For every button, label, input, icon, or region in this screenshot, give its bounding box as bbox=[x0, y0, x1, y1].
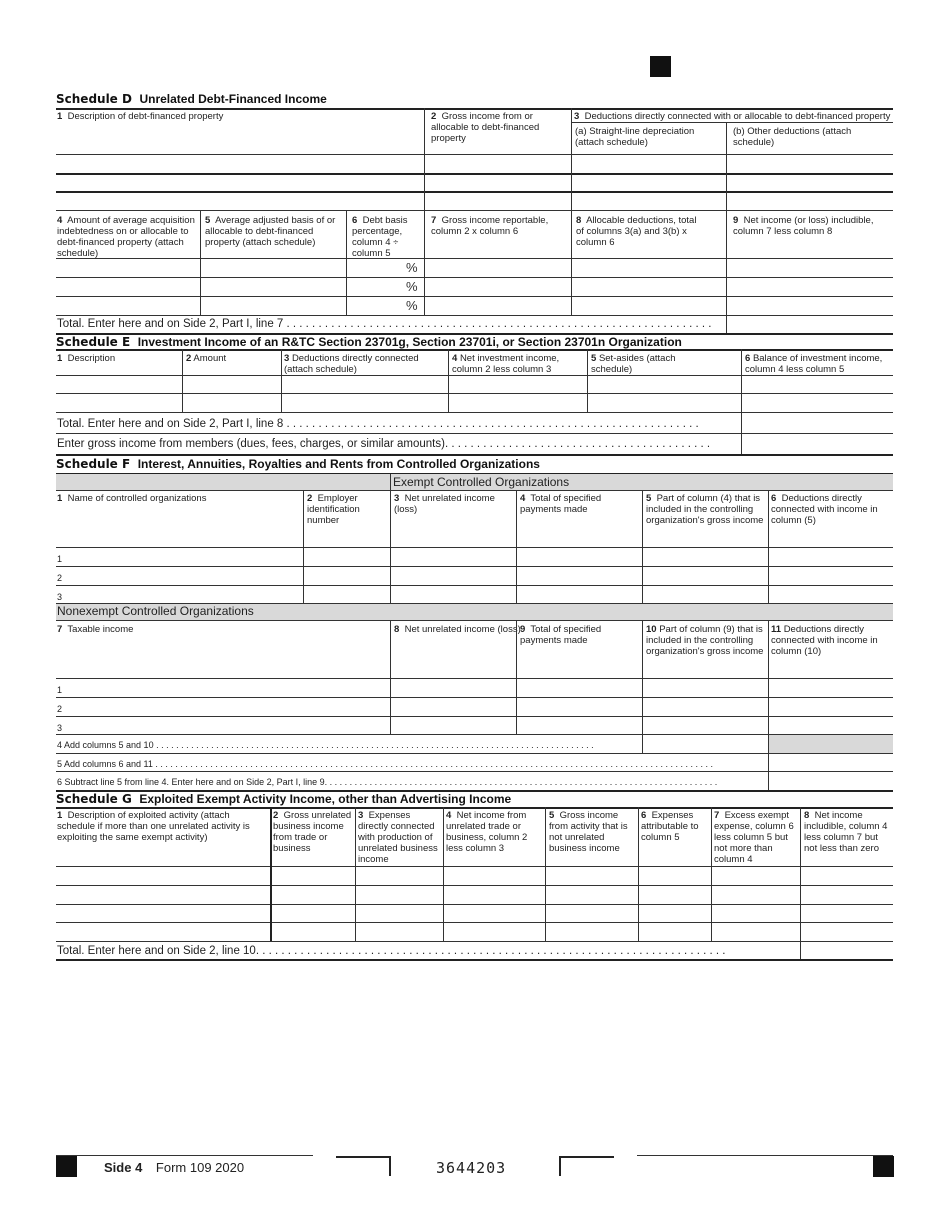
e-col2-label: Amount bbox=[193, 353, 227, 364]
schedule-d-heading bbox=[56, 92, 327, 106]
schedule-f-col2-header: 2 Employer identification number bbox=[307, 493, 360, 526]
col9-label: Net income (or loss) includible, column 7 less column 8 bbox=[733, 215, 874, 237]
e-col3-label: Deductions directly connected (attach schedule) bbox=[284, 353, 419, 375]
schedule-f-col9-header: 9 Total of specified payments made bbox=[520, 624, 602, 646]
f-line6: 6 Subtract line 5 from line 4. Enter here and on Side 2, Part I, line 9. . . . . . . . . . . . . . . . . . . . . . . . . . . . . . . . . . . . . . . . . . . . . . . . . . . . . . . . . . . . . . . . . . . . . . . . . . . . . . . bbox=[57, 777, 718, 787]
schedule-f-col4-header: 4 Total of specified payments made bbox=[520, 493, 602, 515]
schedule-d-title: Schedule D bbox=[56, 92, 132, 106]
schedule-d-col7-header: 7 Gross income reportable, column 2 x column 6 bbox=[431, 215, 549, 237]
registration-mark-bottom-left bbox=[56, 1156, 77, 1177]
f-nonexempt-row-2: 2 bbox=[57, 704, 63, 714]
schedule-d-total-line: Total. Enter here and on Side 2, Part I, line 7 . . . . . . . . . . . . . . . . . . . . . . . . . . . . . . . . . . . . . . . . . . . . . . . . . . . . . . . . . . . . . . . . . . . bbox=[57, 318, 712, 330]
f-col8-label: Net unrelated income (loss) bbox=[404, 624, 521, 635]
footer-barcode-number: 3644203 bbox=[436, 1159, 507, 1177]
schedule-e-total-line: Total. Enter here and on Side 2, Part I, line 8 . . . . . . . . . . . . . . . . . . . . . . . . . . . . . . . . . . . . . . . . . . . . . . . . . . . . . . . . . . . . . . . . . bbox=[57, 418, 699, 430]
schedule-f-col8-header: 8 Net unrelated income (loss) bbox=[394, 624, 521, 635]
schedule-f-subtitle: Interest, Annuities, Royalties and Rents from Controlled Organizations bbox=[137, 457, 540, 471]
f-col3-label: Net unrelated income (loss) bbox=[394, 493, 495, 515]
schedule-g-col4-header: 4 Net income from unrelated trade or business, column 2 less column 3 bbox=[446, 810, 528, 854]
footer-side-label bbox=[104, 1160, 244, 1175]
schedule-g-total-line: Total. Enter here and on Side 2, line 10. . . . . . . . . . . . . . . . . . . . . . . . . . . . . . . . . . . . . . . . . . . . . . . . . . . . . . . . . . . . . . . . . . . . . . . . . . bbox=[57, 945, 726, 957]
schedule-g-title: Schedule G bbox=[56, 792, 132, 806]
e-col5-label: Set-asides (attach schedule) bbox=[591, 353, 676, 375]
f-col9-label: Total of specified payments made bbox=[520, 624, 602, 646]
schedule-e-title: Schedule E bbox=[56, 335, 131, 349]
f-col10-label: Part of column (9) that is included in the controlling organization's gross income bbox=[646, 624, 764, 657]
f-col6-label: Deductions directly connected with income in column (5) bbox=[771, 493, 878, 526]
schedule-e-col6-header: 6 Balance of investment income, column 4 less column 5 bbox=[745, 353, 883, 375]
schedule-f-col6-header: 6 Deductions directly connected with income in column (5) bbox=[771, 493, 878, 526]
schedule-d-col9-header: 9 Net income (or loss) includible, column 7 less column 8 bbox=[733, 215, 874, 237]
schedule-g-heading bbox=[56, 792, 511, 806]
f-exempt-row-3: 3 bbox=[57, 592, 63, 602]
f-col5-label: Part of column (4) that is included in the controlling organization's gross income bbox=[646, 493, 764, 526]
schedule-e-col4-header: 4 Net investment income, column 2 less column 3 bbox=[452, 353, 560, 375]
col8-label: Allocable deductions, total of columns 3(a) and 3(b) x column 6 bbox=[576, 215, 697, 248]
f-line5: 5 Add columns 6 and 11 . . . . . . . . . . . . . . . . . . . . . . . . . . . . . . . . . . . . . . . . . . . . . . . . . . . . . . . . . . . . . . . . . . . . . . . . . . . . . . . . . . . . . . . . . . . . . . . . . . . . . . . . . . . . . . . . bbox=[57, 759, 714, 769]
e-col6-label: Balance of investment income, column 4 less column 5 bbox=[745, 353, 883, 375]
f-exempt-row-1: 1 bbox=[57, 554, 63, 564]
exempt-band-label: Exempt Controlled Organizations bbox=[393, 475, 570, 489]
schedule-d-col1-header: 1 Description of debt-financed property bbox=[57, 111, 224, 122]
g-col4-label: Net income from unrelated trade or business, column 2 less column 3 bbox=[446, 810, 528, 854]
col1-label: Description of debt-financed property bbox=[67, 111, 224, 122]
schedule-f-heading bbox=[56, 457, 540, 471]
schedule-e-col1-header: 1 Description bbox=[57, 353, 116, 364]
schedule-d-col6-header: 6 Debt basis percentage, column 4 ÷ column 5 bbox=[352, 215, 408, 259]
percent-sign-1: % bbox=[406, 260, 418, 275]
col4-label: Amount of average acquisition indebtedness on or allocable to debt-financed property (attach schedule) bbox=[57, 215, 195, 259]
schedule-f-col3-header: 3 Net unrelated income (loss) bbox=[394, 493, 495, 515]
schedule-f-col11-header: 11 Deductions directly connected with income in column (10) bbox=[771, 624, 878, 657]
schedule-e-col2-header: 2 Amount bbox=[186, 353, 227, 364]
schedule-g-col2-header: 2 Gross unrelated business income from trade or business bbox=[273, 810, 352, 854]
schedule-d-col4-header: 4 Amount of average acquisition indebtedness on or allocable to debt-financed property (attach schedule) bbox=[57, 215, 195, 259]
col3a-label: (a) Straight-line depreciation (attach schedule) bbox=[575, 126, 695, 148]
f-col2-label: Employer identification number bbox=[307, 493, 360, 526]
percent-sign-3: % bbox=[406, 298, 418, 313]
f-col7-label: Taxable income bbox=[67, 624, 134, 635]
nonexempt-band-label: Nonexempt Controlled Organizations bbox=[57, 604, 254, 618]
schedule-g-col8-header: 8 Net income includible, column 4 less column 7 but not less than zero bbox=[804, 810, 888, 854]
f-exempt-row-2: 2 bbox=[57, 573, 63, 583]
registration-mark-top bbox=[650, 56, 671, 77]
schedule-g-col7-header: 7 Excess exempt expense, column 6 less column 5 but not more than column 4 bbox=[714, 810, 794, 865]
schedule-f-title: Schedule F bbox=[56, 457, 131, 471]
f-nonexempt-row-3: 3 bbox=[57, 723, 63, 733]
schedule-e-heading bbox=[56, 335, 682, 349]
col6-label: Debt basis percentage, column 4 ÷ column 5 bbox=[352, 215, 408, 259]
schedule-d-col3b-header bbox=[733, 126, 883, 148]
schedule-g-col3-header: 3 Expenses directly connected with production of unrelated business income bbox=[358, 810, 438, 865]
schedule-e-members-line: Enter gross income from members (dues, fees, charges, or similar amounts). . . . . . . . . . . . . . . . . . . . . . . . . . . . . . . . . . . . . . . . . . bbox=[57, 438, 711, 450]
schedule-f-col5-header: 5 Part of column (4) that is included in the controlling organization's gross income bbox=[646, 493, 764, 526]
f-col4-label: Total of specified payments made bbox=[520, 493, 602, 515]
col5-label: Average adjusted basis of or allocable to debt-financed property (attach schedule) bbox=[205, 215, 336, 248]
f-nonexempt-row-1: 1 bbox=[57, 685, 63, 695]
schedule-d-col3a-header bbox=[575, 126, 715, 148]
schedule-e-col3-header: 3 Deductions directly connected (attach schedule) bbox=[284, 353, 419, 375]
g-col1-label: Description of exploited activity (attach schedule if more than one unrelated activity is exploiting the same exempt activity) bbox=[57, 810, 250, 843]
schedule-f-col1-header: 1 Name of controlled organizations bbox=[57, 493, 207, 504]
col7-label: Gross income reportable, column 2 x column 6 bbox=[431, 215, 549, 237]
e-col1-label: Description bbox=[67, 353, 116, 364]
percent-sign-2: % bbox=[406, 279, 418, 294]
f-line4: 4 Add columns 5 and 10 . . . . . . . . . . . . . . . . . . . . . . . . . . . . . . . . . . . . . . . . . . . . . . . . . . . . . . . . . . . . . . . . . . . . . . . . . . . . . . . . . . . . . . . . bbox=[57, 740, 594, 750]
footer-side: Side 4 bbox=[104, 1160, 143, 1175]
g-col5-label: Gross income from activity that is not unrelated business income bbox=[549, 810, 628, 854]
f-col1-label: Name of controlled organizations bbox=[67, 493, 207, 504]
e-col4-label: Net investment income, column 2 less column 3 bbox=[452, 353, 560, 375]
schedule-d-col3-header: 3 Deductions directly connected with or allocable to debt-financed property bbox=[574, 111, 891, 122]
g-col3-label: Expenses directly connected with production of unrelated business income bbox=[358, 810, 438, 865]
g-col2-label: Gross unrelated business income from trade or business bbox=[273, 810, 352, 854]
col2-label: Gross income from or allocable to debt-financed property bbox=[431, 111, 540, 144]
schedule-g-subtitle: Exploited Exempt Activity Income, other than Advertising Income bbox=[139, 792, 512, 806]
registration-mark-bottom-right bbox=[873, 1156, 894, 1177]
g-col8-label: Net income includible, column 4 less column 7 but not less than zero bbox=[804, 810, 888, 854]
schedule-g-col5-header: 5 Gross income from activity that is not unrelated business income bbox=[549, 810, 628, 854]
line4-shaded-cell bbox=[769, 735, 893, 753]
schedule-g-col1-header: 1 Description of exploited activity (attach schedule if more than one unrelated activity is exploiting the same exempt activity) bbox=[57, 810, 250, 843]
schedule-e-col5-header: 5 Set-asides (attach schedule) bbox=[591, 353, 676, 375]
g-col7-label: Excess exempt expense, column 6 less column 5 but not more than column 4 bbox=[714, 810, 794, 865]
schedule-g-col6-header: 6 Expenses attributable to column 5 bbox=[641, 810, 699, 843]
schedule-f-col7-header: 7 Taxable income bbox=[57, 624, 134, 635]
schedule-d-col5-header: 5 Average adjusted basis of or allocable to debt-financed property (attach schedule) bbox=[205, 215, 336, 248]
schedule-f-col10-header: 10 Part of column (9) that is included in the controlling organization's gross income bbox=[646, 624, 764, 657]
schedule-e-subtitle: Investment Income of an R&TC Section 23701g, Section 23701i, or Section 23701n Organization bbox=[137, 335, 682, 349]
schedule-d-col8-header: 8 Allocable deductions, total of columns 3(a) and 3(b) x column 6 bbox=[576, 215, 697, 248]
g-col6-label: Expenses attributable to column 5 bbox=[641, 810, 699, 843]
f-col11-label: Deductions directly connected with income in column (10) bbox=[771, 624, 878, 657]
col3-label: Deductions directly connected with or allocable to debt-financed property bbox=[584, 111, 891, 122]
schedule-d-subtitle: Unrelated Debt-Financed Income bbox=[139, 92, 327, 106]
footer-form: Form 109 2020 bbox=[155, 1160, 245, 1175]
schedule-d-col2-header: 2 Gross income from or allocable to debt-financed property bbox=[431, 111, 540, 144]
col3b-label: (b) Other deductions (attach schedule) bbox=[733, 126, 852, 148]
